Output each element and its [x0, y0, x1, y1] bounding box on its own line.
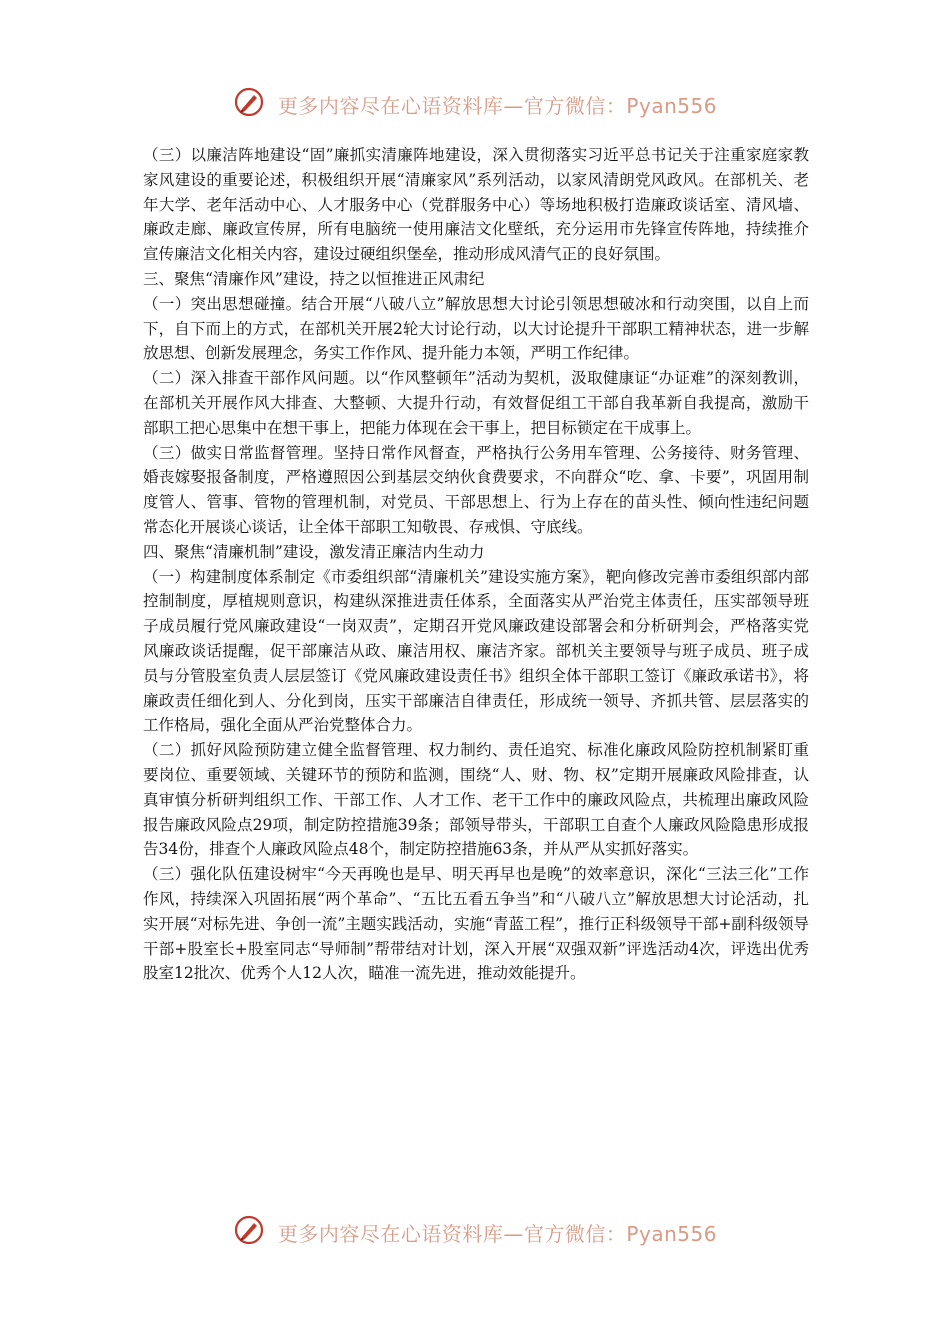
paragraph: （二）抓好风险预防建立健全监督管理、权力制约、责任追究、标准化廉政风险防控机制紧盯重要岗位、重要领域、关键环节的预防和监测，围绕“人、财、物、权”定期开展廉政风险排查，认真审慎分析研判组织工作、干部工作、人才工作、老干工作中的廉政风险点，共梳理出廉政风险报告廉政风险点29项，制定防控措施39条；部领导带头，干部职工自查个人廉政风险隐患形成报告34份，排查个人廉政风险点48个，制定防控措施63条，并从严从实抓好落实。: [143, 741, 809, 859]
paragraph: （三）以廉洁阵地建设“固”廉抓实清廉阵地建设，深入贯彻落实习近平总书记关于注重家庭家教家风建设的重要论述，积极组织开展“清廉家风”系列活动，以家风清朗党风政风。在部机关、老年大学、老年活动中心、人才服务中心（党群服务中心）等场地积极打造廉政谈话室、清风墙、廉政走廊、廉政宣传屏，所有电脑统一使用廉洁文化壁纸，充分运用市先锋宣传阵地，持续推介宣传廉洁文化相关内容，建设过硬组织堡垒，推动形成风清气正的良好氛围。: [143, 146, 809, 264]
watermark-text: 更多内容尽在心语资料库—官方微信：Pyan556: [277, 94, 717, 118]
paragraph: （三）做实日常监督管理。坚持日常作风督查，严格执行公务用车管理、公务接待、财务管理、婚丧嫁娶报备制度，严格遵照因公到基层交纳伙食费要求，不向群众“吃、拿、卡要”，巩固用制度管人、管事、管物的管理机制，对党员、干部思想上、行为上存在的苗头性、倾向性违纪问题常态化开展谈心谈话，让全体干部职工知敬畏、存戒惧、守底线。: [143, 443, 809, 536]
section-heading: 四、聚焦“清廉机制”建设，激发清正廉洁内生动力: [143, 542, 485, 561]
watermark-text: 更多内容尽在心语资料库—官方微信：Pyan556: [277, 1222, 717, 1246]
paragraph: （一）构建制度体系制定《市委组织部“清廉机关”建设实施方案》，靶向修改完善市委组织部内部控制制度，厚植规则意识，构建纵深推进责任体系，全面落实从严治党主体责任，压实部领导班子成员履行党风廉政建设“一岗双责”，定期召开党风廉政建设部署会和分析研判会，严格落实党风廉政谈话提醒，促干部廉洁从政、廉洁用权、廉洁齐家。部机关主要领导与班子成员、班子成员与分管股室负责人层层签订《党风廉政建设责任书》组织全体干部职工签订《廉政承诺书》，将廉政责任细化到人、分化到岗，压实干部廉洁自律责任，形成统一领导、齐抓共管、层层落实的工作格局，强化全面从严治党整体合力。: [143, 567, 809, 735]
pen-logo-icon: [233, 1214, 265, 1251]
watermark-bottom: [0, 1214, 950, 1251]
paragraph: （三）强化队伍建设树牢“今天再晚也是早、明天再早也是晚”的效率意识，深化“三法三化”工作作风，持续深入巩固拓展“两个革命”、“五比五看五争当”和“八破八立”解放思想大讨论活动，扎实开展“对标先进、争创一流”主题实践活动，实施“青蓝工程”，推行正科级领导干部+副科级领导干部+股室长+股室同志“导师制”帮带结对计划，深入开展“双强双新”评选活动4次，评选出优秀股室12批次、优秀个人12人次，瞄准一流先进，推动效能提升。: [143, 865, 809, 983]
watermark-top: [0, 86, 950, 123]
document-body: [143, 143, 809, 986]
pen-logo-icon: [233, 86, 265, 123]
paragraph: （一）突出思想碰撞。结合开展“八破八立”解放思想大讨论引领思想破冰和行动突围，以自上而下，自下而上的方式，在部机关开展2轮大讨论行动，以大讨论提升干部职工精神状态，进一步解放思想、创新发展理念，务实工作作风、提升能力本领，严明工作纪律。: [143, 294, 809, 363]
section-heading: 三、聚焦“清廉作风”建设，持之以恒推进正风肃纪: [143, 269, 485, 288]
paragraph: （二）深入排查干部作风问题。以“作风整顿年”活动为契机，汲取健康证“办证难”的深刻教训，在部机关开展作风大排查、大整顿、大提升行动，有效督促组工干部自我革新自我提高，激励干部职工把心思集中在想干事上，把能力体现在会干事上，把目标锁定在干成事上。: [143, 369, 809, 437]
